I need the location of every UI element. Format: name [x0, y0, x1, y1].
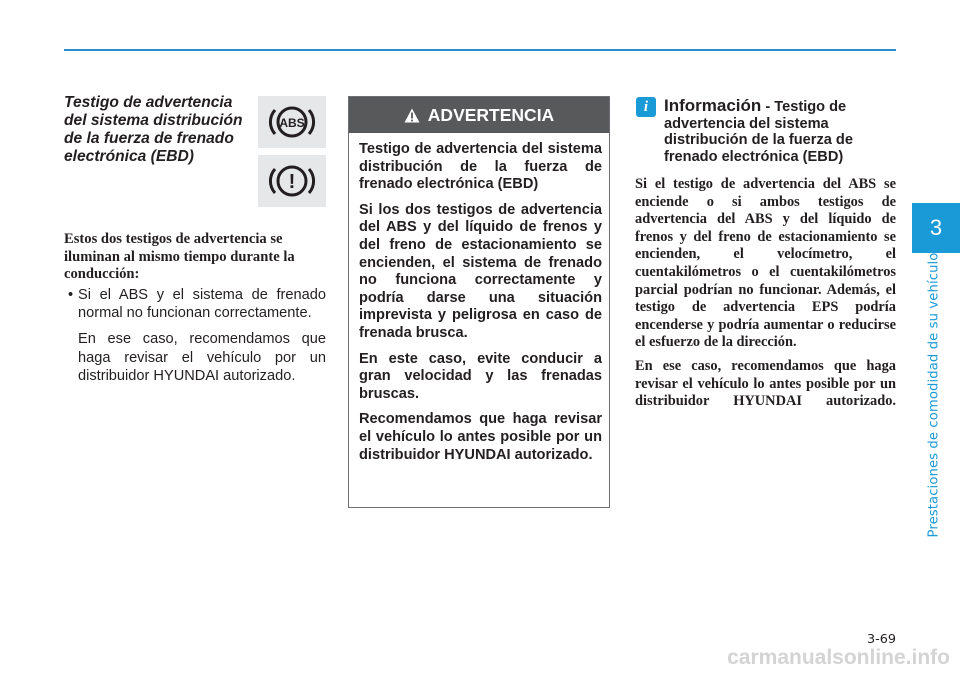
header-rule: [64, 49, 896, 51]
warning-title: ADVERTENCIA: [427, 104, 555, 125]
warning-paragraph: Recomendamos que haga revisar el vehículo lo antes posible por un distribuidor HYUNDAI autorizado.: [359, 411, 602, 463]
warning-paragraph: Si los dos testigos de advertencia del ABS y del líquido de frenos y del freno de estacionamiento se encienden, el sistema de frenado no funciona correctamente y podría darse una situación imprevista y peligrosa en caso de frenada brusca.: [359, 201, 602, 341]
bullet-text: Si el ABS y el sistema de frenado normal no funcionan correctamente.: [78, 287, 326, 322]
info-title: [664, 98, 896, 165]
info-body: [635, 176, 896, 417]
chapter-tab: 3: [912, 203, 960, 253]
info-title-sub: Testigo de advertencia del sistema distribución de la fuerza de frenado electrónica (EBD): [664, 99, 853, 165]
bullet-followup-text: En ese caso, recomendamos que haga revisar el vehículo por un distribuidor HYUNDAI autorizado.: [78, 331, 326, 384]
abs-warning-icon: [258, 96, 326, 148]
info-icon: i: [636, 97, 656, 117]
chapter-title: Prestaciones de comodidad de su vehículo: [926, 252, 942, 538]
abs-icon-label: ABS: [279, 116, 305, 130]
warning-body: [349, 133, 609, 464]
warning-triangle-icon: [404, 108, 420, 123]
intro-text: Estos dos testigos de advertencia se iluminan al mismo tiempo durante la conducción:: [64, 231, 295, 282]
bullet-dot: •: [68, 287, 74, 303]
info-title-separator: -: [761, 99, 775, 115]
excl-icon-label: !: [288, 171, 296, 193]
bullet-list-item: [64, 286, 326, 393]
section-title: Testigo de advertencia del sistema distribución de la fuerza de frenado electrónica (EBD): [64, 94, 243, 165]
warning-paragraph: Testigo de advertencia del sistema distribución de la fuerza de frenado electrónica (EBD): [359, 141, 602, 193]
brake-warning-icon: [258, 155, 326, 207]
info-title-main: Información: [664, 96, 762, 115]
page-number: 3-69: [866, 632, 896, 647]
warning-paragraph: En este caso, evite conducir a gran velocidad y las frenadas bruscas.: [359, 350, 602, 402]
warning-box: [348, 96, 610, 508]
watermark-text: carmanualsonline.info: [727, 646, 950, 669]
info-paragraph: En ese caso, recomendamos que haga revisar el vehículo lo antes posible por un distribuidor HYUNDAI autorizado.: [635, 357, 896, 410]
info-paragraph: Si el testigo de advertencia del ABS se enciende o si ambos testigos de advertencia del ABS y del líquido de frenos y del freno de estacionamiento se encienden, el velocímetro, el cuentakilómetros o el cuentakilómetros parcial podrían no funcionar. Además, el testigo de advertencia EPS podría encenderse y podría aumentar o reducirse el esfuerzo de la dirección.: [635, 176, 896, 351]
warning-header: [349, 97, 609, 133]
